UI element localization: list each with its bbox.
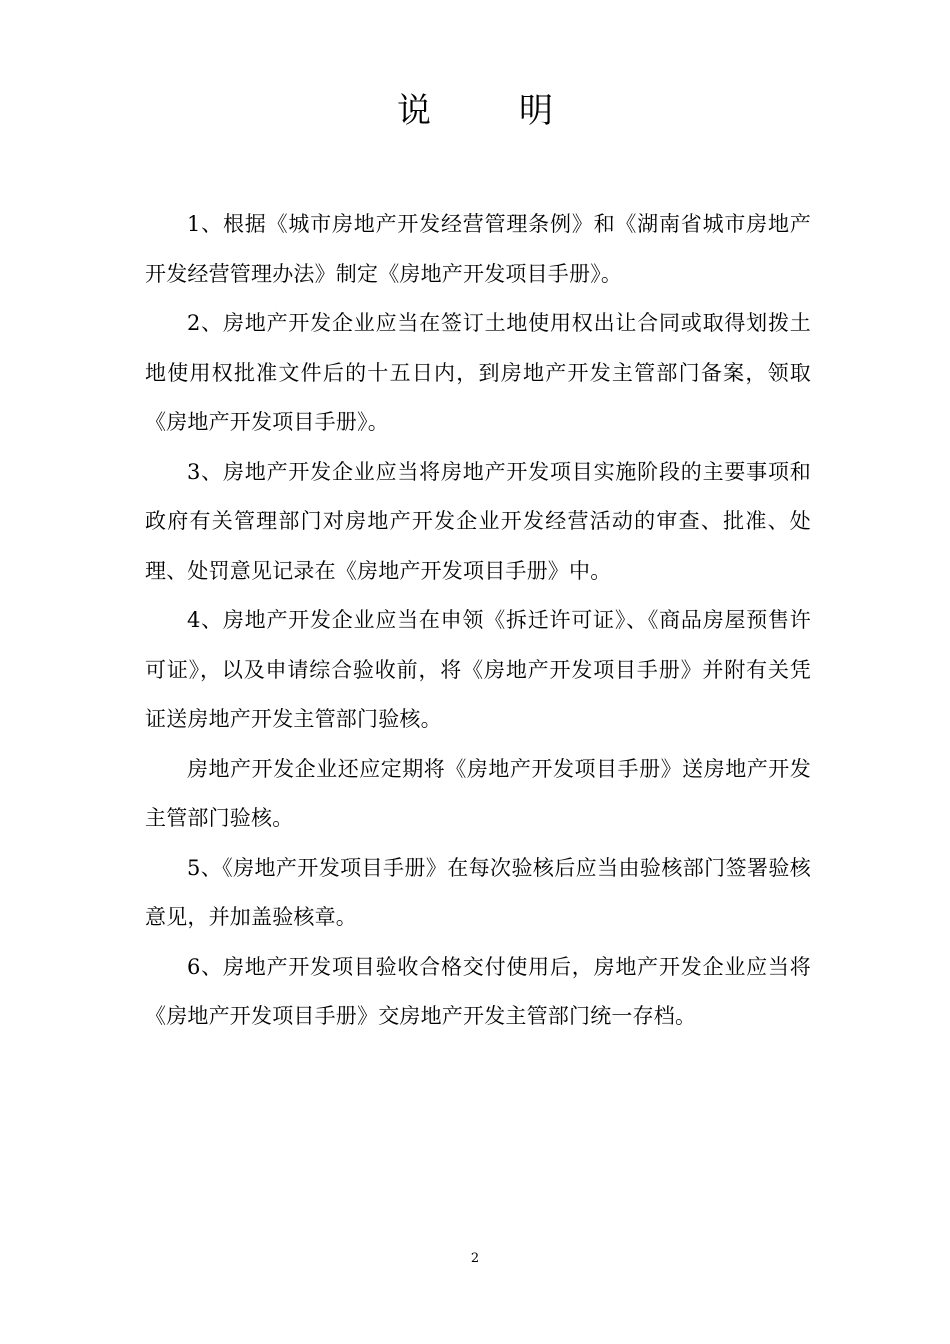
paragraph-4-note: 房地产开发企业还应定期将《房地产开发项目手册》送房地产开发主管部门验核。 xyxy=(145,756,811,830)
paragraph-1: 1、根据《城市房地产开发经营管理条例》和《湖南省城市房地产开发经营管理办法》制定《房地产开发项目手册》。 xyxy=(145,212,811,286)
document-body xyxy=(145,200,811,1042)
paragraph-4: 4、房地产开发企业应当在申领《拆迁许可证》、《商品房屋预售许可证》，以及申请综合验收前，将《房地产开发项目手册》并附有关凭证送房地产开发主管部门验核。 xyxy=(145,608,811,731)
title-char-2: 明 xyxy=(519,91,553,131)
paragraph-5: 5、《房地产开发项目手册》在每次验核后应当由验核部门签署验核意见，并加盖验核章。 xyxy=(145,855,811,929)
paragraph-3: 3、房地产开发企业应当将房地产开发项目实施阶段的主要事项和政府有关管理部门对房地产开发企业开发经营活动的审查、批准、处理、处罚意见记录在《房地产开发项目手册》中。 xyxy=(145,459,811,583)
page-number: 2 xyxy=(470,1251,480,1266)
paragraph-6: 6、房地产开发项目验收合格交付使用后，房地产开发企业应当将《房地产开发项目手册》交房地产开发主管部门统一存档。 xyxy=(145,954,811,1028)
paragraph-2: 2、房地产开发企业应当在签订土地使用权出让合同或取得划拨土地使用权批准文件后的十五日内，到房地产开发主管部门备案，领取《房地产开发项目手册》。 xyxy=(145,311,811,434)
title-char-1: 说 xyxy=(397,91,431,131)
page-title xyxy=(0,82,950,140)
